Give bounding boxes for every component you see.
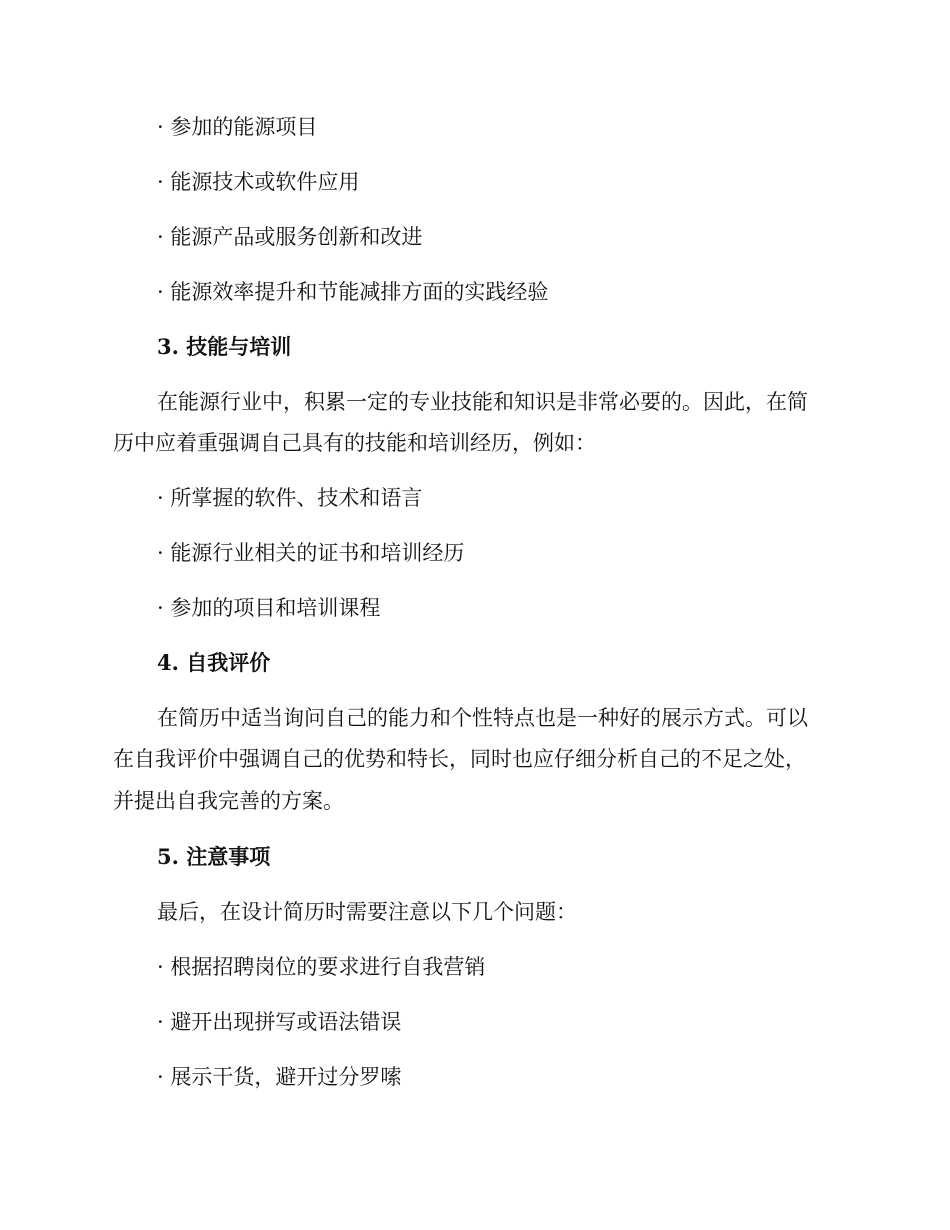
list-item: · 参加的能源项目	[157, 115, 318, 139]
paragraph-line: 在能源行业中，积累一定的专业技能和知识是非常必要的。因此，在简	[157, 390, 808, 414]
section-heading-self-evaluation: 4. 自我评价	[157, 650, 271, 675]
list-item: · 参加的项目和培训课程	[157, 596, 381, 620]
list-item: · 所掌握的软件、技术和语言	[157, 486, 423, 510]
list-item: · 展示干货，避开过分罗嗦	[157, 1065, 402, 1089]
list-item: · 避开出现拼写或语法错误	[157, 1010, 402, 1034]
section-heading-notes: 5. 注意事项	[157, 844, 271, 869]
paragraph-line: 最后，在设计简历时需要注意以下几个问题：	[157, 900, 577, 924]
list-item: · 能源行业相关的证书和培训经历	[157, 541, 465, 565]
list-item: · 能源产品或服务创新和改进	[157, 225, 423, 249]
list-item: · 能源技术或软件应用	[157, 170, 360, 194]
paragraph-line: 并提出自我完善的方案。	[113, 789, 344, 813]
paragraph-line: 在简历中适当询问自己的能力和个性特点也是一种好的展示方式。可以	[157, 706, 808, 730]
paragraph-line: 在自我评价中强调自己的优势和特长，同时也应仔细分析自己的不足之处，	[113, 747, 806, 771]
section-heading-skills: 3. 技能与培训	[157, 334, 292, 359]
paragraph-line: 历中应着重强调自己具有的技能和培训经历，例如：	[113, 431, 596, 455]
list-item: · 根据招聘岗位的要求进行自我营销	[157, 955, 486, 979]
list-item: · 能源效率提升和节能减排方面的实践经验	[157, 280, 549, 304]
